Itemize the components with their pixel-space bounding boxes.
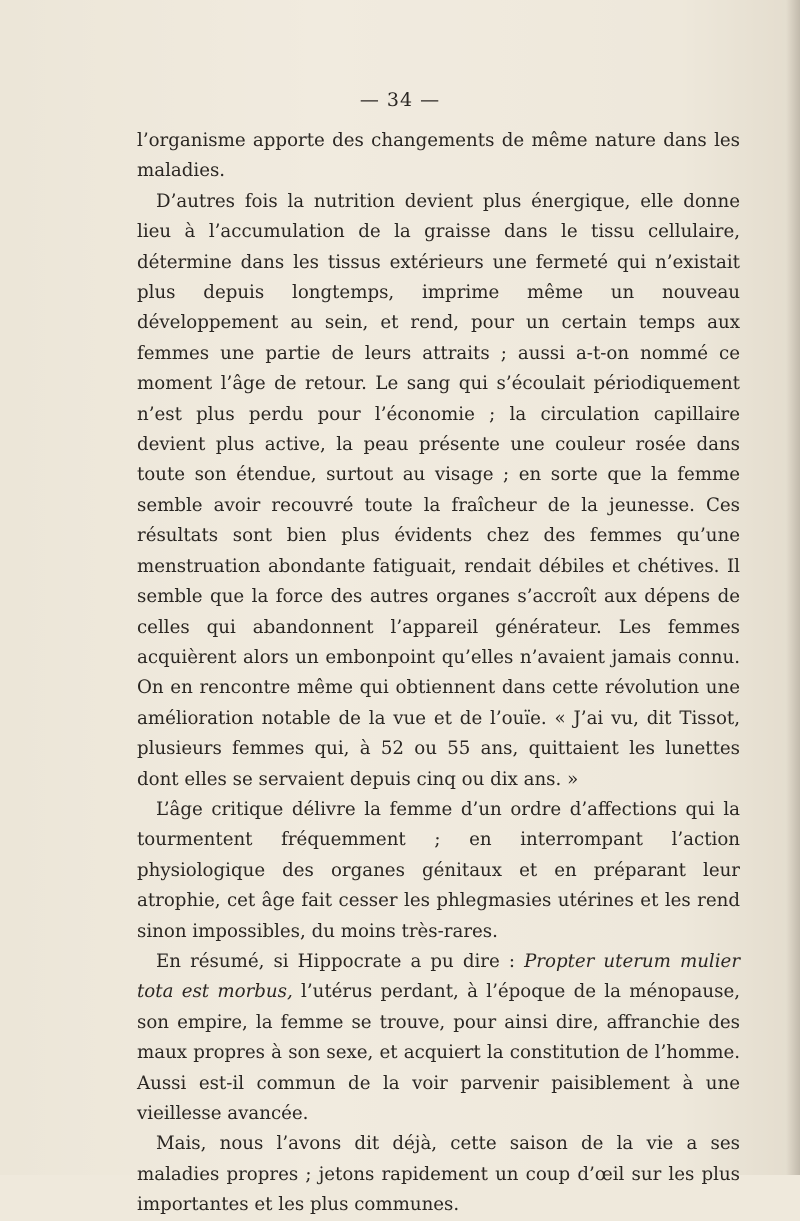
paragraph-text: D’autres fois la nutrition devient plus énergique, elle donne lieu à l’accumulation de la graisse dans le tissu cellulaire, détermine dans les tissus extérieurs une fermeté qui n’existait plus depuis longtemps, imprime même un nouveau développement au sein, et rend, pour un certain temps aux femmes une partie de leurs attraits ; aussi a-t-on nommé ce moment l’âge de retour. Le sang qui s’écoulait périodiquement n’est plus perdu pour l’économie ; la circulation capillaire devient plus active, la peau présente une couleur rosée dans toute son étendue, surtout au visage ; en sorte que la femme semble avoir recouvré toute la fraîcheur de la jeunesse. Ces résultats sont bien plus évidents chez des femmes qu’une menstruation abondante fatiguait, rendait débiles et chétives. Il semble que la force des autres organes s’accroît aux dépens de celles qui abandonnent l’appareil générateur. Les femmes acquièrent alors un embonpoint qu’elles n’avaient jamais connu. On en rencontre même qui obtiennent dans cette révolution une amélioration notable de la vue et de l’ouïe. « J’ai vu, dit Tissot, plusieurs femmes qui, à 52 ou 55 ans, quittaient les lunettes dont elles se servaient depuis cinq ou dix ans. » bbox=[137, 190, 740, 790]
paragraph bbox=[137, 187, 740, 795]
page-edge-shadow bbox=[786, 0, 800, 1175]
paragraph bbox=[137, 1129, 740, 1220]
latin-quote: Propter uterum mulier tota est morbus, bbox=[137, 950, 741, 1003]
paragraph bbox=[137, 795, 740, 947]
page-number: — 34 — bbox=[359, 89, 441, 111]
paragraph bbox=[137, 947, 740, 1129]
paragraph-text: l’organisme apporte des changements de même nature dans les maladies. bbox=[137, 130, 740, 182]
paragraph-text: Mais, nous l’avons dit déjà, cette saison de la vie a ses maladies propres ; jetons rapidement un coup d’œil sur les plus importantes et les plus communes. bbox=[137, 1133, 740, 1216]
paragraph-text: l’utérus perdant, à l’époque de la ménopause, son empire, la femme se trouve, pour ainsi dire, affranchie des maux propres à son sexe, et acquiert la constitution de l’homme. Aussi est-il commun de la voir parvenir paisiblement à une vieillesse avancée. bbox=[137, 981, 740, 1124]
paragraph bbox=[137, 126, 740, 187]
paragraph-text: En résumé, si Hippocrate a pu dire : bbox=[156, 950, 525, 972]
body-text bbox=[137, 126, 740, 1221]
paragraph-text: L’âge critique délivre la femme d’un ordre d’affections qui la tourmentent fréquemment ; en interrompant l’action physiologique des organes génitaux et en préparant leur atrophie, cet âge fait cesser les phlegmasies utérines et les rend sinon impossibles, du moins très-rares. bbox=[137, 798, 740, 942]
